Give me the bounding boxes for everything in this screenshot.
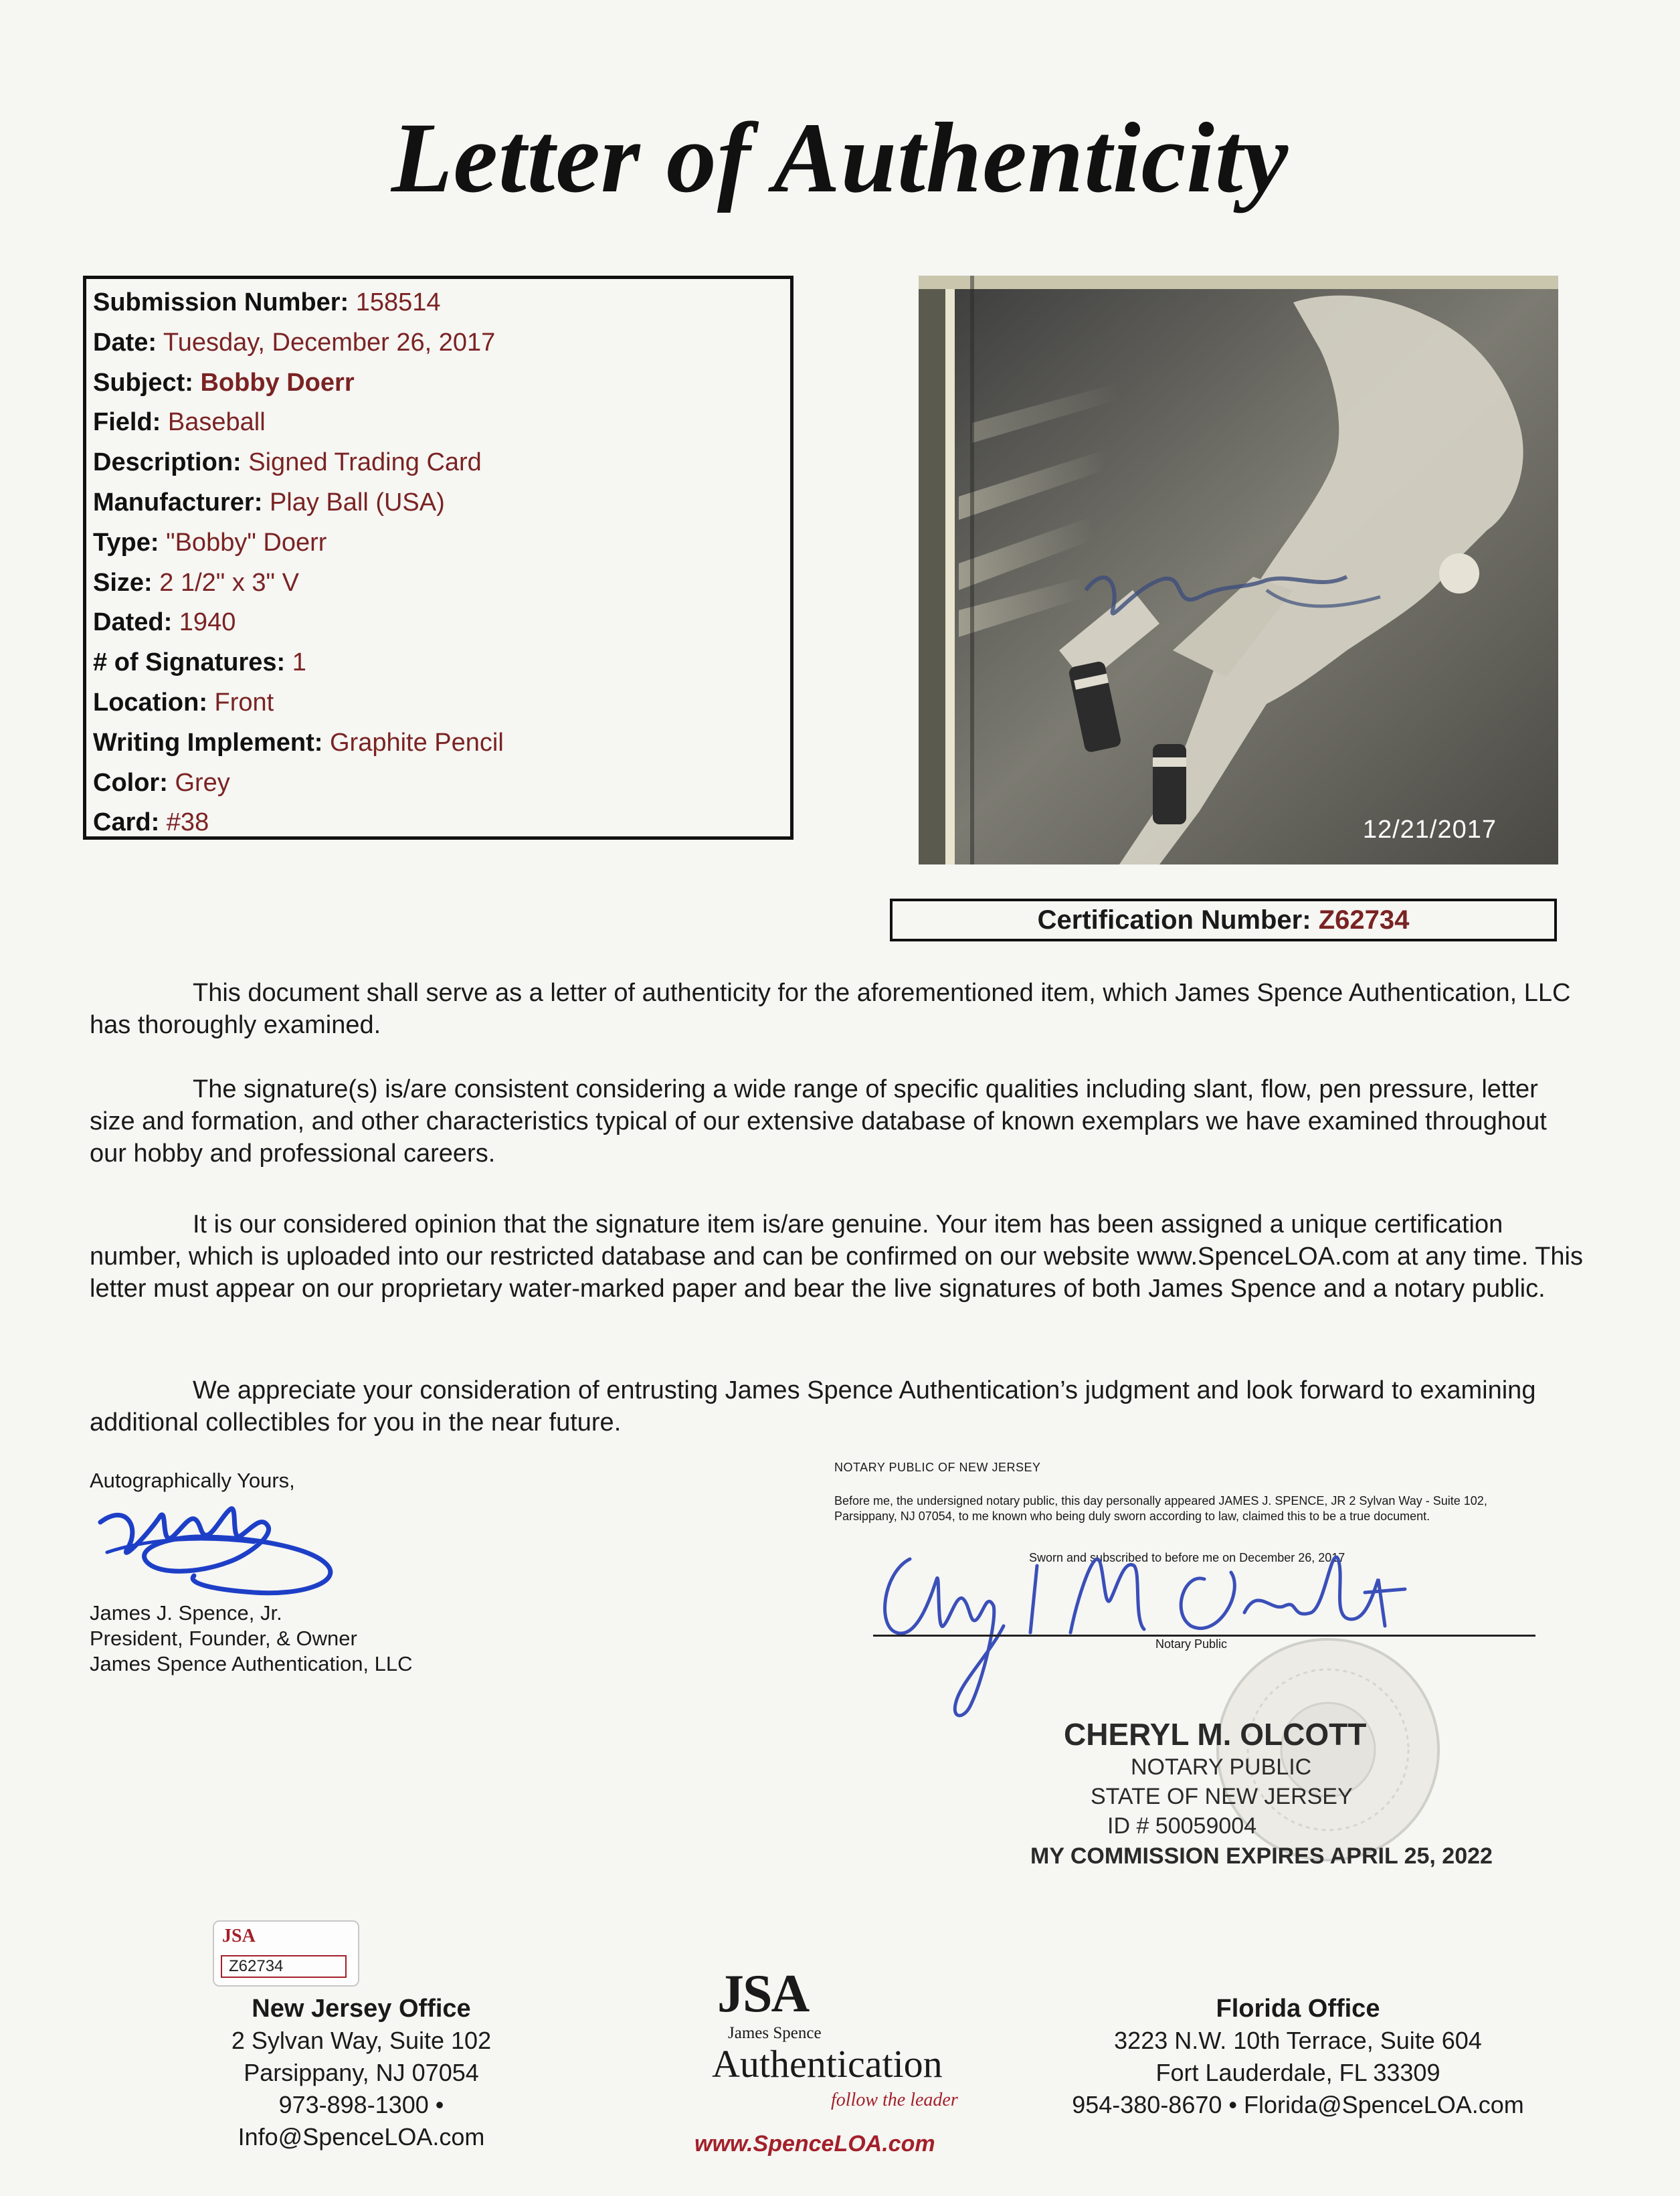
detail-label: Location: xyxy=(93,688,207,717)
detail-row xyxy=(93,523,790,563)
detail-row xyxy=(93,443,790,483)
notary-sworn: Sworn and subscribed to before me on December 26, 2017 xyxy=(1029,1551,1345,1564)
logo-tagline: follow the leader xyxy=(831,2090,958,2110)
stamp-name: CHERYL M. OLCOTT xyxy=(1064,1717,1367,1752)
nj-office-line2: Parsippany, NJ 07054 xyxy=(244,2059,479,2086)
paragraph-2-text: The signature(s) is/are consistent considering a wide range of specific qualities including slant, flow, pen pressure, letter size and formation, and other characteristics typical of our extensive database of known exemplars we have examined throughout our hobby and professional careers. xyxy=(90,1075,1547,1168)
detail-row xyxy=(93,403,790,443)
detail-row xyxy=(93,803,790,843)
nj-office-contact xyxy=(154,2089,569,2153)
signoff-block xyxy=(90,1600,413,1677)
nj-office-phone: 973-898-1300 xyxy=(278,2091,429,2118)
detail-label: Writing Implement: xyxy=(93,728,323,757)
stamp-state: STATE OF NEW JERSEY xyxy=(1091,1784,1353,1809)
photo-date: 12/21/2017 xyxy=(1362,816,1497,844)
detail-row xyxy=(93,563,790,604)
detail-value: Front xyxy=(214,688,274,717)
stamp-id: ID # 50059004 xyxy=(1107,1813,1257,1839)
detail-value: #38 xyxy=(166,808,209,837)
logo-url: www.SpenceLOA.com xyxy=(694,2131,935,2157)
logo-mark: JSA xyxy=(717,1964,809,2023)
paragraph-2 xyxy=(90,1073,1588,1170)
details-box xyxy=(83,276,794,840)
detail-value: 1 xyxy=(292,648,306,677)
paragraph-1 xyxy=(90,977,1588,1041)
paragraph-3 xyxy=(90,1208,1588,1305)
fl-office xyxy=(1044,1993,1552,2121)
signoff-role: President, Founder, & Owner xyxy=(90,1627,357,1650)
logo-name: James Spence xyxy=(728,2024,822,2042)
detail-row xyxy=(93,283,790,323)
nj-office-heading: New Jersey Office xyxy=(252,1995,471,2023)
paragraph-3-text: It is our considered opinion that the signature item is/are genuine. Your item has been assigned a unique certification number, which is uploaded into our restricted database and can be confirmed on our website www.SpenceLOA.com at any time. This letter must appear on our proprietary water-marked paper and bear the live signatures of both James Spence and a notary public. xyxy=(90,1210,1583,1303)
detail-label: Submission Number: xyxy=(93,288,349,316)
notary-caption: Notary Public xyxy=(1155,1637,1228,1651)
detail-row xyxy=(93,603,790,643)
signoff-closing: Autographically Yours, xyxy=(90,1469,295,1492)
detail-row xyxy=(93,483,790,523)
signoff-company: James Spence Authentication, LLC xyxy=(90,1652,413,1675)
detail-value: 2 1/2" x 3" V xyxy=(159,568,299,597)
fl-office-phone: 954-380-8670 xyxy=(1072,2091,1222,2118)
notary-stamp xyxy=(1030,1716,1493,1871)
certification-label: Certification Number: xyxy=(1037,905,1311,935)
detail-label: Field: xyxy=(93,408,161,437)
card-photo xyxy=(919,276,1558,864)
detail-label: Color: xyxy=(93,768,168,797)
detail-label: Manufacturer: xyxy=(93,488,263,517)
fl-office-line1: 3223 N.W. 10th Terrace, Suite 604 xyxy=(1114,2027,1482,2054)
jsa-logo xyxy=(662,1964,1010,2165)
notary-heading: NOTARY PUBLIC OF NEW JERSEY xyxy=(834,1461,1041,1474)
detail-value: 1940 xyxy=(179,608,236,637)
logo-word: Authentication xyxy=(712,2042,943,2086)
sticker-logo: JSA xyxy=(222,1926,256,1946)
detail-value: 158514 xyxy=(355,288,441,316)
detail-row xyxy=(93,323,790,363)
fl-office-line2: Fort Lauderdale, FL 33309 xyxy=(1155,2059,1440,2086)
detail-value: Tuesday, December 26, 2017 xyxy=(163,328,496,357)
detail-label: Dated: xyxy=(93,608,173,637)
fl-office-contact xyxy=(1044,2089,1552,2121)
detail-row xyxy=(93,363,790,403)
detail-label: Description: xyxy=(93,448,242,477)
detail-label: Subject: xyxy=(93,368,193,397)
fl-office-heading: Florida Office xyxy=(1216,1995,1380,2023)
detail-row xyxy=(93,723,790,763)
detail-value: Graphite Pencil xyxy=(329,728,504,757)
detail-label: Type: xyxy=(93,528,159,557)
detail-row xyxy=(93,763,790,804)
detail-value: Bobby Doerr xyxy=(200,368,355,397)
detail-label: Date: xyxy=(93,328,157,357)
certification-number: Z62734 xyxy=(1318,905,1410,935)
detail-row xyxy=(93,643,790,683)
nj-office-line1: 2 Sylvan Way, Suite 102 xyxy=(231,2027,492,2054)
sticker-number: Z62734 xyxy=(221,1955,347,1978)
detail-value: "Bobby" Doerr xyxy=(166,528,327,557)
paragraph-4-text: We appreciate your consideration of entrusting James Spence Authentication’s judgment and look forward to examining additional collectibles for you in the near future. xyxy=(90,1376,1536,1437)
notary-body: Before me, the undersigned notary public, this day personally appeared JAMES J. SPENCE, JR 2 Sylvan Way - Suite 102, Parsippany, NJ 07054, to me known who being duly sworn according to law, claimed this to be a true document. xyxy=(834,1494,1487,1523)
detail-label: # of Signatures: xyxy=(93,648,286,677)
card-photo-image xyxy=(919,276,1558,864)
paragraph-1-text: This document shall serve as a letter of authenticity for the aforementioned item, which James Spence Authentication, LLC has thoroughly examined. xyxy=(90,979,1571,1039)
page-title: Letter of Authenticity xyxy=(391,102,1289,213)
detail-value: Baseball xyxy=(167,408,266,437)
certification-box xyxy=(890,899,1557,941)
jsa-sticker xyxy=(213,1920,359,1987)
bullet-separator: • xyxy=(435,2091,444,2118)
bullet-separator: • xyxy=(1228,2091,1238,2118)
nj-office-email: Info@SpenceLOA.com xyxy=(238,2123,485,2151)
detail-label: Card: xyxy=(93,808,160,837)
stamp-expires: MY COMMISSION EXPIRES APRIL 25, 2022 xyxy=(1030,1843,1493,1869)
detail-value: Signed Trading Card xyxy=(248,448,482,477)
detail-row xyxy=(93,683,790,723)
detail-value: Grey xyxy=(175,768,230,797)
detail-label: Size: xyxy=(93,568,153,597)
nj-office xyxy=(154,1993,569,2153)
detail-value: Play Ball (USA) xyxy=(269,488,445,517)
signoff-name: James J. Spence, Jr. xyxy=(90,1601,282,1625)
stamp-title: NOTARY PUBLIC xyxy=(1131,1754,1312,1780)
fl-office-email: Florida@SpenceLOA.com xyxy=(1244,2091,1524,2118)
spence-signature xyxy=(87,1489,341,1603)
paragraph-4 xyxy=(90,1374,1588,1439)
